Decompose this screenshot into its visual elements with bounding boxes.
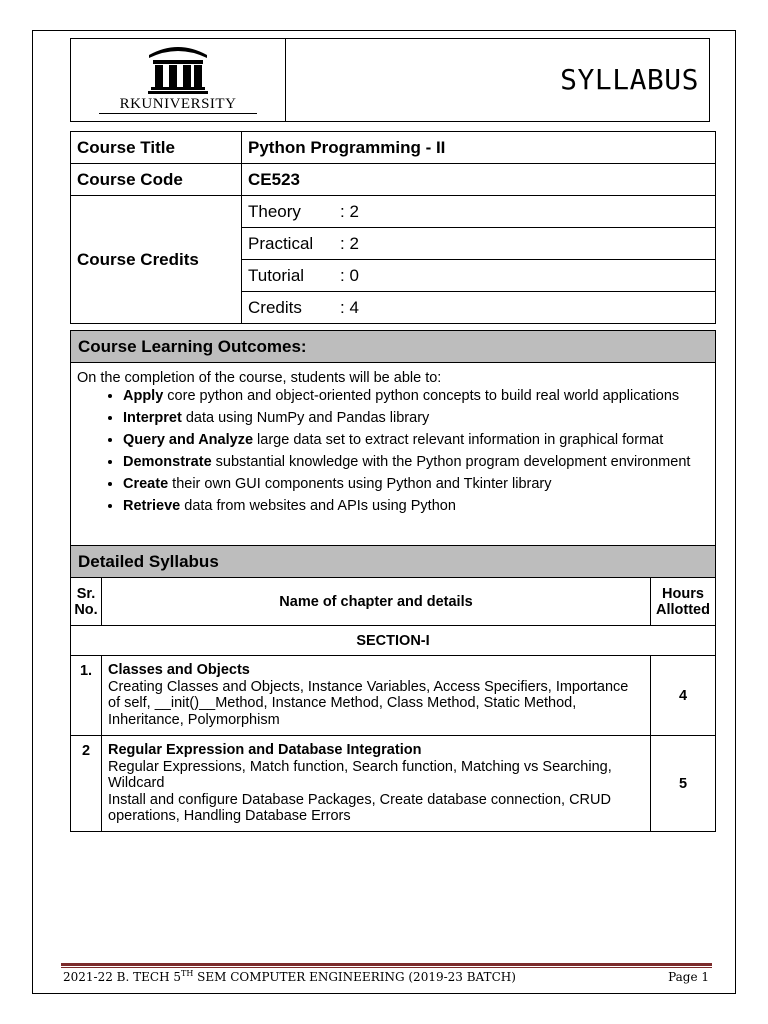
- section-row: [71, 626, 716, 656]
- footer-program: 2021-22 B. TECH 5TH SEM COMPUTER ENGINEERING (2019-23 BATCH): [63, 969, 516, 984]
- chapter-title: Regular Expression and Database Integration: [108, 742, 422, 758]
- footer-rule-thin: [61, 967, 712, 968]
- list-item: • Interpret data using NumPy and Pandas library: [123, 409, 709, 427]
- footer-rule: [61, 963, 712, 966]
- outcomes-intro: On the completion of the course, students will be able to:: [77, 370, 442, 386]
- page-title: SYLLABUS: [560, 63, 699, 96]
- university-name: RKUNIVERSITY: [119, 96, 237, 112]
- table-row: [71, 736, 716, 832]
- chapter-details: [102, 736, 651, 832]
- credit-total: Credits : 4: [242, 292, 716, 324]
- chapter-description: Regular Expressions, Match function, Search function, Matching vs Searching, Wildcard: [108, 758, 612, 791]
- credit-practical: Practical : 2: [242, 228, 716, 260]
- course-code-value: CE523: [242, 164, 716, 196]
- course-title-row: [71, 132, 716, 164]
- course-info-table: [70, 131, 716, 324]
- credit-theory: Theory : 2: [242, 196, 716, 228]
- chapter-description-2: Install and configure Database Packages, Create database connection, CRUD operations, Handling Database Errors: [108, 791, 611, 824]
- header: [70, 38, 710, 122]
- outcomes-heading: Course Learning Outcomes:: [70, 330, 716, 363]
- chapter-hours: 4: [651, 656, 716, 736]
- credit-tutorial: Tutorial : 0: [242, 260, 716, 292]
- course-title-label: Course Title: [71, 132, 242, 164]
- chapter-description: Creating Classes and Objects, Instance Variables, Access Specifiers, Importance of self, __init()__Method, Instance Method, Class Method, Static Method, Inheritance, Polymorphism: [108, 678, 629, 728]
- chapter-title: Classes and Objects: [108, 662, 250, 678]
- section-label: SECTION-I: [71, 626, 716, 656]
- course-title-value: Python Programming - II: [242, 132, 716, 164]
- list-item: • Demonstrate substantial knowledge with the Python program development environment: [123, 453, 709, 471]
- footer-page-number: Page 1: [668, 970, 709, 984]
- list-item: • Apply core python and object-oriented python concepts to build real world applications: [123, 387, 709, 405]
- course-code-label: Course Code: [71, 164, 242, 196]
- outcomes-list: [77, 387, 709, 515]
- syllabus-heading: Detailed Syllabus: [70, 545, 716, 578]
- col-name-header: Name of chapter and details: [102, 578, 651, 626]
- chapter-number: 2: [71, 736, 102, 832]
- list-item: • Create their own GUI components using Python and Tkinter library: [123, 475, 709, 493]
- chapter-number: 1.: [71, 656, 102, 736]
- chapter-hours: 5: [651, 736, 716, 832]
- col-hours-header: Hours Allotted: [651, 578, 716, 626]
- course-code-row: [71, 164, 716, 196]
- list-item: • Query and Analyze large data set to extract relevant information in graphical format: [123, 431, 709, 449]
- table-row: [71, 656, 716, 736]
- list-item: • Retrieve data from websites and APIs using Python: [123, 497, 709, 515]
- col-sr-header: Sr. No.: [71, 578, 102, 626]
- outcomes-list-box: [70, 362, 716, 546]
- university-logo: [71, 39, 286, 121]
- chapter-details: [102, 656, 651, 736]
- credit-row: [71, 196, 716, 228]
- pillars-icon: [71, 39, 285, 99]
- course-credits-label: Course Credits: [71, 196, 242, 324]
- syllabus-table: [70, 577, 716, 832]
- syllabus-header-row: [71, 578, 716, 626]
